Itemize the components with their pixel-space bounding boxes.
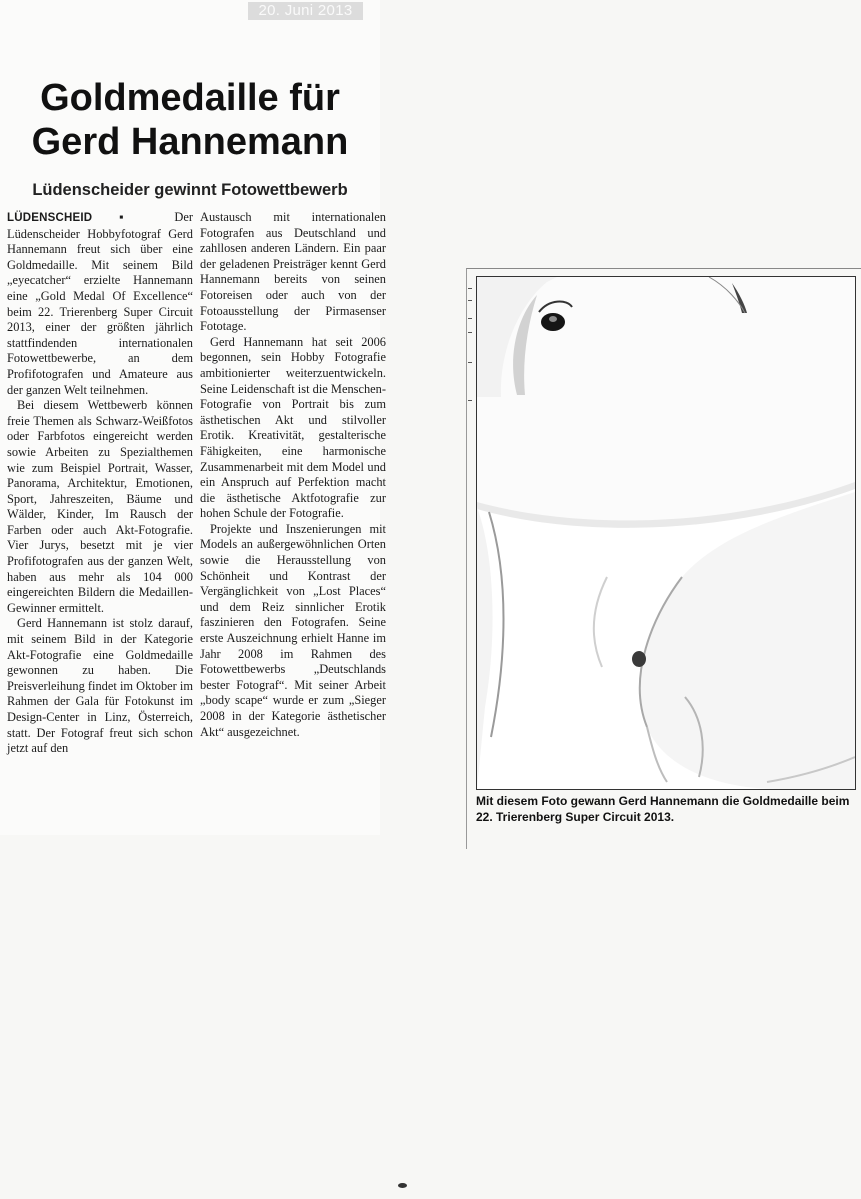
article-paragraph: Austausch mit internationalen Fotografen aus Deutschland und zahllosen anderen Ländern. Ein paar der geladenen Preisträger kennt Gerd Hannemann bereits von seinen Fotoreisen oder auch von der Fotoausstellung der Pirmasenser Fototage. — [200, 210, 386, 334]
article-column-1 — [7, 210, 193, 757]
award-photo — [476, 276, 856, 790]
article-paragraph: Gerd Hannemann hat seit 2006 begonnen, sein Hobby Fotografie ambitionierter weiterzuentwickeln. Seine Leidenschaft ist die Menschen-Fotografie von Portrait bis zum ästhetischen Akt und stilvoller Erotik. Kreativität, gestalterische Fähigkeiten, eine harmonische Zusammenarbeit mit dem Model und ein Anspruch auf Perfektion macht die ästhetische Aktfotografie zur hohen Schule der Fotografie. — [200, 334, 386, 521]
article-paragraph — [7, 210, 193, 398]
article-paragraph: Projekte und Inszenierungen mit Models an außergewöhnlichen Orten sowie die Herausstellung von Schönheit und Kontrast der Vergänglichkeit von „Lost Places“ und dem Reiz sinnlicher Erotik faszinieren den Fotografen. Seine erste Auszeichnung erhielt Hanne im Jahr 2008 im Rahmen des Fotowettbewerbs „Deutschlands bester Fotograf“. Mit seiner Arbeit „body scape“ wurde er zum „Sieger 2008 in der Kategorie ästhetischer Akt“ ausgezeichnet. — [200, 521, 386, 739]
article-paragraph: Gerd Hannemann ist stolz darauf, mit seinem Bild in der Kategorie Akt-Fotografie eine Goldmedaille gewonnen zu haben. Die Preisverleihung findet im Oktober im Rahmen der Gala für Fotokunst im Design-Center in Linz, Österreich, statt. Der Fotograf freut sich schon jetzt auf den — [7, 616, 193, 756]
article-column-2 — [200, 210, 386, 740]
dateline: LÜDENSCHEID — [7, 212, 93, 224]
article-subhead: Lüdenscheider gewinnt Fotowettbewerb — [32, 181, 348, 199]
scan-marks — [466, 270, 476, 470]
photo-image — [477, 277, 855, 789]
scan-speck — [398, 1183, 407, 1188]
article-headline: Goldmedaille für Gerd Hannemann — [31, 77, 349, 163]
newspaper-clipping — [0, 0, 386, 835]
date-stamp: 20. Juni 2013 — [248, 2, 363, 20]
photo-caption: Mit diesem Foto gewann Gerd Hannemann die Goldmedaille beim 22. Trierenberg Super Circuit 2013. — [476, 794, 850, 824]
article-paragraph: Bei diesem Wettbewerb können freie Themen als Schwarz-Weißfotos oder Farbfotos eingereicht werden sowie Arbeiten zu Spezialthemen wie zum Beispiel Portrait, Wasser, Panorama, Architektur, Emotionen, Sport, Jahreszeiten, Bäume und Wälder, Kinder, Im Rausch der Farben oder auch Akt-Fotografie. Vier Jurys, besetzt mit je vier Profifotografen aus der ganzen Welt, haben aus mehr als 104 000 eingereichten Bildern die Medaillen-Gewinner ermittelt. — [7, 398, 193, 615]
paragraph-text: ▪ Der Lüdenscheider Hobbyfotograf Gerd Hannemann freut sich über eine Goldmedaille. Mit seinem Bild „eyecatcher“ erzielte Hannemann eine „Gold Medal Of Excellence“ beim 22. Trierenberg Super Circuit 2013, einer der größten jährlich stattfindenden internationalen Fotowettbewerbe, an dem Profifotografen und Amateure aus der ganzen Welt teilnehmen. — [7, 210, 193, 397]
